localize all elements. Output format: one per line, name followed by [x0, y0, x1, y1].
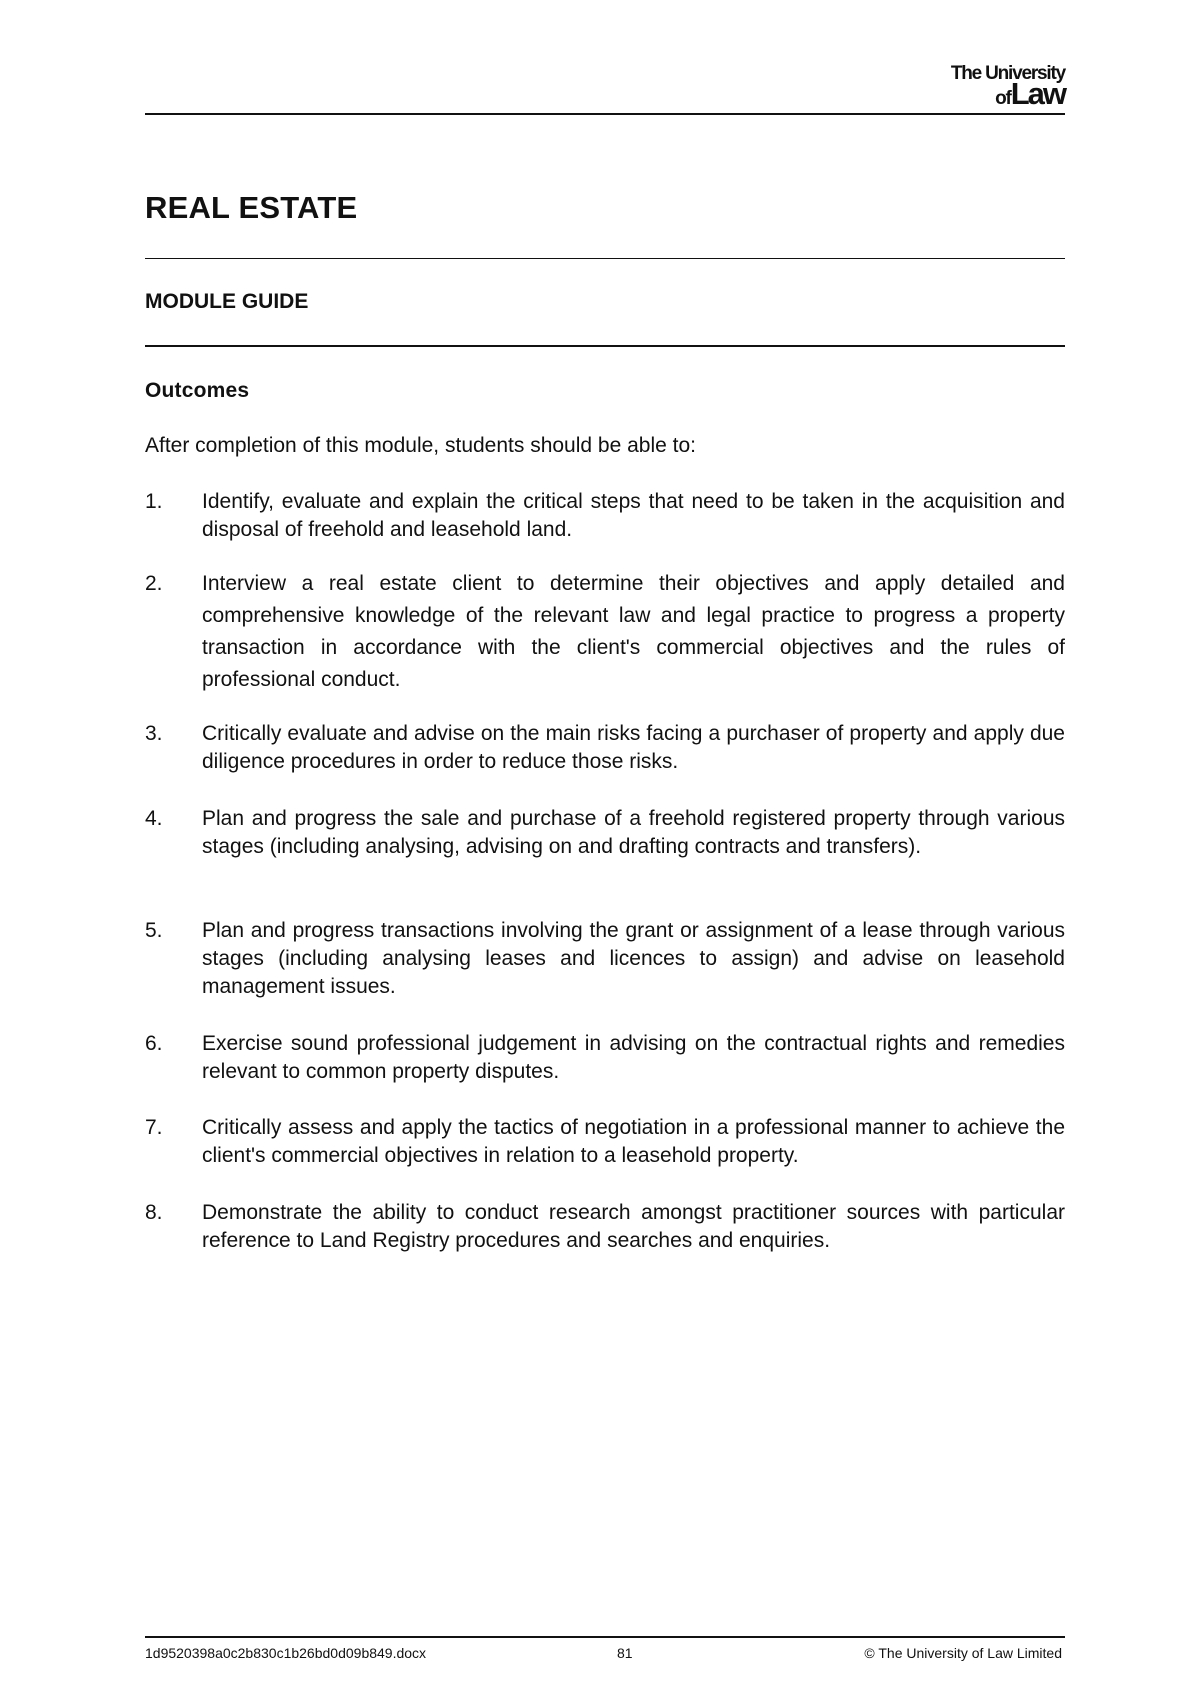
outcome-item	[145, 568, 1065, 696]
outcome-text: Critically assess and apply the tactics of negotiation in a professional manner to achieve the client's commercial objectives in relation to a leasehold property.	[202, 1116, 1065, 1167]
outcome-item	[145, 917, 1065, 1001]
outcomes-intro: After completion of this module, students should be able to:	[145, 434, 696, 457]
logo-of: of	[995, 87, 1011, 109]
outcome-text: Critically evaluate and advise on the main risks facing a purchaser of property and apply due diligence procedures in order to reduce those risks.	[202, 722, 1065, 773]
outcome-text: Demonstrate the ability to conduct research amongst practitioner sources with particular reference to Land Registry procedures and searches and enquiries.	[202, 1201, 1065, 1252]
footer-page-number: 81	[617, 1645, 633, 1661]
outcome-number: 6.	[145, 1032, 163, 1055]
title-rule	[145, 258, 1065, 259]
outcome-text: Plan and progress transactions involving the grant or assignment of a lease through various stages (including analysing leases and licences to assign) and advise on leasehold management issues.	[202, 919, 1065, 998]
outcome-text: Interview a real estate client to determine their objectives and apply detailed and comprehensive knowledge of the relevant law and legal practice to progress a property transaction in accordance with the client's commercial objectives and the rules of professional conduct.	[202, 572, 1065, 691]
outcome-item	[145, 720, 1065, 776]
footer-copyright: © The University of Law Limited	[864, 1645, 1062, 1661]
logo-line-2	[951, 76, 1065, 111]
outcome-text: Identify, evaluate and explain the critical steps that need to be taken in the acquisition and disposal of freehold and leasehold land.	[202, 490, 1065, 541]
outcome-number: 2.	[145, 572, 163, 595]
outcome-number: 3.	[145, 722, 163, 745]
university-logo	[950, 63, 1065, 111]
outcome-number: 4.	[145, 807, 163, 830]
logo-law: Law	[1010, 76, 1065, 111]
subtitle-rule	[145, 345, 1065, 347]
outcome-text: Exercise sound professional judgement in advising on the contractual rights and remedies relevant to common property disputes.	[202, 1032, 1065, 1083]
footer-rule	[145, 1636, 1065, 1638]
outcome-number: 7.	[145, 1116, 163, 1139]
footer-filename: 1d9520398a0c2b830c1b26bd0d09b849.docx	[145, 1645, 427, 1661]
outcome-item	[145, 1114, 1065, 1170]
outcome-item	[145, 805, 1065, 861]
page-title: REAL ESTATE	[145, 190, 358, 225]
outcome-number: 8.	[145, 1201, 163, 1224]
outcome-number: 5.	[145, 919, 163, 942]
module-guide-heading: MODULE GUIDE	[145, 290, 309, 313]
header-rule	[145, 113, 1065, 115]
outcome-item	[145, 1030, 1065, 1086]
outcomes-heading: Outcomes	[145, 379, 250, 402]
outcome-number: 1.	[145, 490, 163, 513]
outcome-item	[145, 488, 1065, 544]
outcome-text: Plan and progress the sale and purchase of a freehold registered property through various stages (including analysing, advising on and drafting contracts and transfers).	[202, 807, 1065, 858]
outcome-item	[145, 1199, 1065, 1255]
logo-line-1: The University	[950, 63, 1065, 84]
